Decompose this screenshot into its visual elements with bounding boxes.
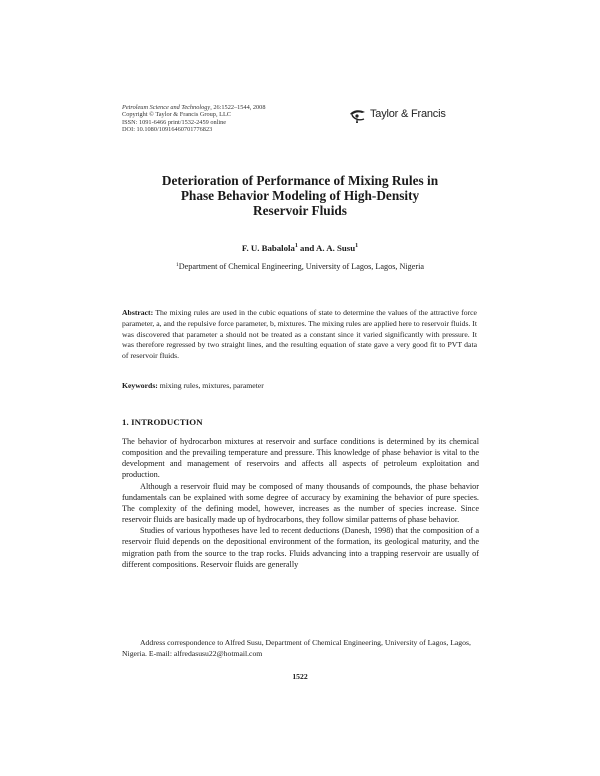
affiliation — [100, 262, 500, 271]
doi-line: DOI: 10.1080/10916460701776823 — [122, 126, 213, 134]
affiliation-mark: 1 — [175, 262, 179, 268]
keywords-text: mixing rules, mixtures, parameter — [159, 381, 264, 390]
abstract-text: The mixing rules are used in the cubic equations of state to determine the values of the attractive force parameter, a, and the repulsive force parameter, b, mixtures. The mixing rules are applied here to reservoir fluids. It was discovered that parameter a should not be treated as a constant since it varied significantly with pressure. It was therefore regressed by two straight lines, and the resulting equation of state gave a very good fit to PVT data of reservoir fluids. — [122, 308, 477, 361]
author-affiliation-mark: 1 — [355, 243, 359, 249]
page-number: 1522 — [292, 672, 308, 681]
author-list — [100, 243, 500, 253]
article-title — [100, 173, 500, 219]
title-line-1: Deterioration of Performance of Mixing Rules in — [161, 173, 439, 188]
paragraph: The behavior of hydrocarbon mixtures at reservoir and surface conditions is determined by its chemical composition and the prevailing temperature and pressure. This knowledge of phase behavior is vital to the development and management of reservoirs and affects all aspects of petroleum exploitation and production. — [122, 437, 479, 480]
journal-metadata — [122, 104, 352, 134]
abstract-label: Abstract: — [122, 308, 154, 317]
publisher-logo — [348, 104, 468, 130]
publisher-logo-icon — [348, 106, 368, 126]
paragraph: Studies of various hypotheses have led to recent deductions (Danesh, 1998) that the composition of a reservoir fluid depends on the depositional environment of the formation, its geological maturity, and the migration path from the source to the trap rocks. Fluids advancing into a trapping reservoir are usually of different compositions. Reservoir fluids are generally — [122, 526, 479, 569]
section-heading: 1. INTRODUCTION — [122, 417, 203, 427]
issn-line: ISSN: 1091-6466 print/1532-2459 online — [122, 118, 227, 126]
author-affiliation-mark: 1 — [294, 243, 298, 249]
abstract — [122, 308, 477, 362]
title-line-3: Reservoir Fluids — [253, 203, 347, 219]
footnote-text: Address correspondence to Alfred Susu, Department of Chemical Engineering, University of Lagos, Lagos, Nigeria. E-mail: alfredasusu22@hotmail.com — [122, 638, 471, 658]
keywords — [122, 381, 477, 390]
title-line-2: Phase Behavior Modeling of High-Density — [180, 188, 420, 204]
body-text — [122, 436, 479, 570]
author-name: F. U. Babalola — [241, 243, 295, 253]
author-connector: and — [297, 243, 316, 253]
paragraph: Although a reservoir fluid may be composed of many thousands of compounds, the phase behavior fundamentals can be explained with some degree of accuracy by examining the behavior of pure species. The complexity of the defining model, however, increases as the number of species increase. Since reservoir fluids are basically made up of hydrocarbons, they follow similar patterns of phase behavior. — [122, 481, 479, 525]
author-name: A. A. Susu — [315, 243, 356, 253]
affiliation-text: Department of Chemical Engineering, University of Lagos, Lagos, Nigeria — [178, 262, 425, 271]
journal-citation — [122, 104, 352, 111]
copyright-line: Copyright © Taylor & Francis Group, LLC — [122, 111, 231, 119]
keywords-label: Keywords: — [122, 381, 158, 390]
journal-name: Petroleum Science and Technology — [122, 104, 211, 111]
correspondence-footnote — [122, 638, 479, 660]
publisher-name: Taylor & Francis — [370, 108, 446, 120]
volume-pages: , 26:1522–1544, 2008 — [210, 104, 266, 111]
